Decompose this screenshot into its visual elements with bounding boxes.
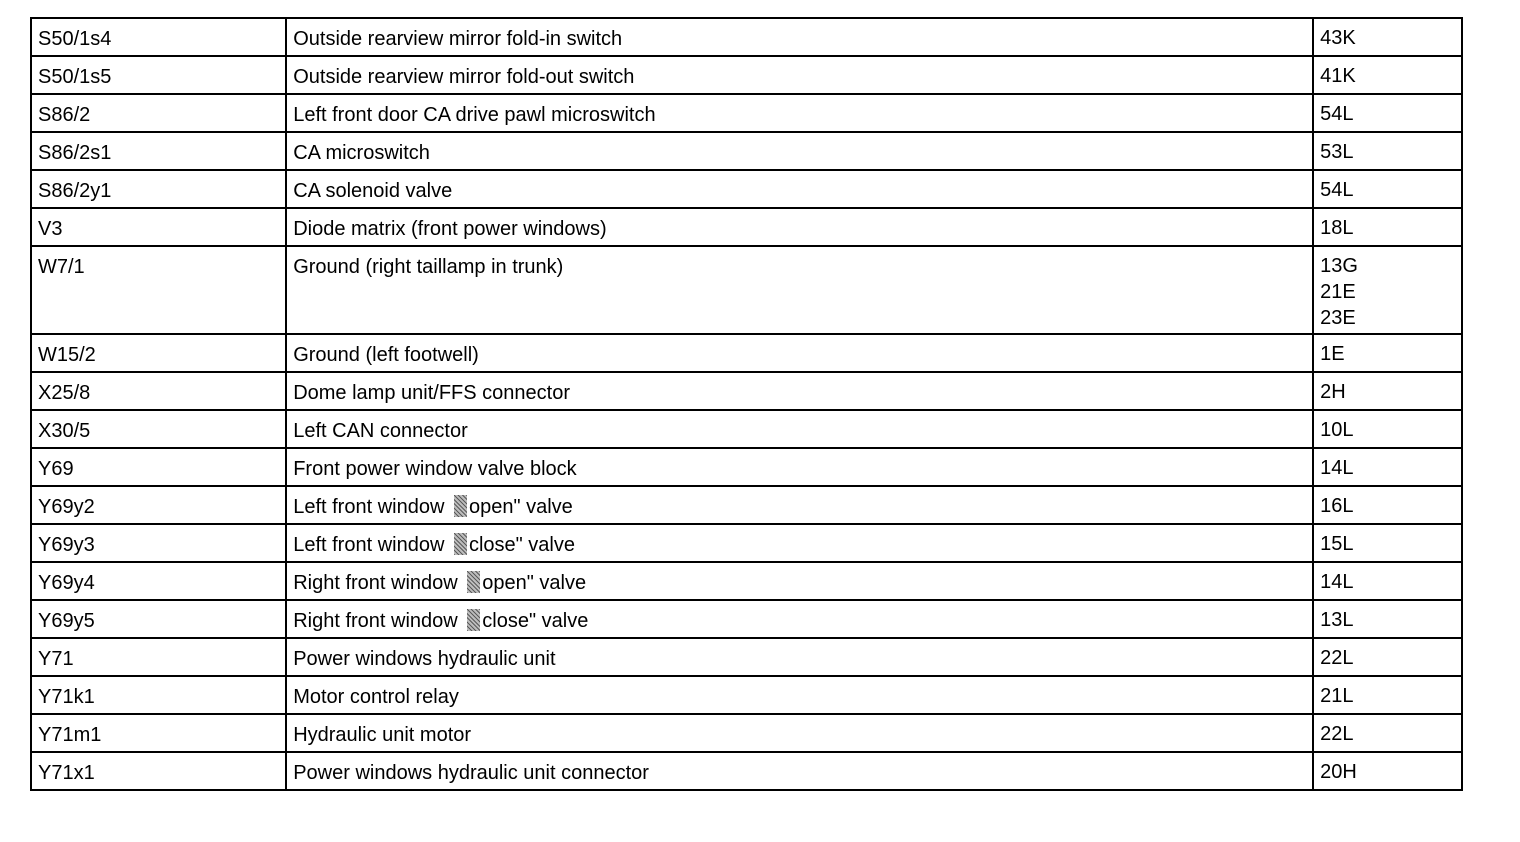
- description-text: Left front door CA drive pawl microswitch: [293, 104, 656, 126]
- component-code: Y71: [38, 648, 74, 670]
- description-text: Motor control relay: [293, 686, 459, 708]
- component-description: [293, 57, 1312, 89]
- component-description: [293, 449, 1312, 481]
- description-text: Outside rearview mirror fold-out switch: [293, 66, 635, 88]
- component-location-table: [30, 17, 1463, 791]
- grid-location-cell: [1313, 714, 1462, 752]
- component-code: S86/2s1: [38, 142, 112, 164]
- grid-location: 13L: [1320, 609, 1354, 631]
- table-row: [31, 132, 1462, 170]
- component-code-cell: [31, 600, 286, 638]
- grid-location-cell: [1313, 18, 1462, 56]
- table-body: [31, 18, 1462, 790]
- grid-location: 53L: [1320, 141, 1354, 163]
- component-code-cell: [31, 208, 286, 246]
- grid-location-cell: [1313, 208, 1462, 246]
- table-row: [31, 410, 1462, 448]
- component-code-cell: [31, 18, 286, 56]
- grid-location: 21E: [1320, 281, 1356, 303]
- component-code-cell: [31, 246, 286, 334]
- description-text: Diode matrix (front power windows): [293, 218, 607, 240]
- component-code: Y69y4: [38, 572, 95, 594]
- component-description-cell: [286, 132, 1313, 170]
- component-description: [293, 563, 1312, 595]
- table-row: [31, 246, 1462, 334]
- component-code-cell: [31, 94, 286, 132]
- grid-location: 14L: [1320, 571, 1354, 593]
- description-text: Hydraulic unit motor: [293, 724, 472, 746]
- component-description-cell: [286, 208, 1313, 246]
- table-row: [31, 714, 1462, 752]
- component-code: V3: [38, 218, 63, 240]
- description-text: Front power window valve block: [293, 458, 577, 480]
- grid-location: 2H: [1320, 381, 1346, 403]
- grid-location-cell: [1313, 170, 1462, 208]
- component-code-cell: [31, 56, 286, 94]
- component-code-cell: [31, 410, 286, 448]
- grid-location: 13G: [1320, 255, 1358, 277]
- description-text: Power windows hydraulic unit: [293, 648, 556, 670]
- description-text: CA microswitch: [293, 142, 430, 164]
- component-code: Y71x1: [38, 762, 95, 784]
- grid-location: 54L: [1320, 103, 1354, 125]
- grid-location-cell: [1313, 132, 1462, 170]
- table-row: [31, 524, 1462, 562]
- component-code-cell: [31, 334, 286, 372]
- component-description: [293, 639, 1312, 671]
- description-text-tail: open" valve: [482, 572, 587, 594]
- description-text: Right front window: [293, 610, 464, 632]
- component-description-cell: [286, 334, 1313, 372]
- component-code-cell: [31, 676, 286, 714]
- description-text: Dome lamp unit/FFS connector: [293, 382, 570, 404]
- component-description: [293, 335, 1312, 367]
- component-description-cell: [286, 638, 1313, 676]
- component-description-cell: [286, 524, 1313, 562]
- description-text: Ground (right taillamp in trunk): [293, 256, 564, 278]
- grid-location: 21L: [1320, 685, 1354, 707]
- grid-location: 54L: [1320, 179, 1354, 201]
- component-code-cell: [31, 372, 286, 410]
- component-code-cell: [31, 752, 286, 790]
- component-code-cell: [31, 448, 286, 486]
- description-text: Left front window: [293, 534, 450, 556]
- component-code: W15/2: [38, 344, 96, 366]
- grid-location: 15L: [1320, 533, 1354, 555]
- grid-location: 18L: [1320, 217, 1354, 239]
- grid-location: 20H: [1320, 761, 1357, 783]
- component-description: [293, 95, 1312, 127]
- table-row: [31, 448, 1462, 486]
- component-description: [293, 487, 1312, 519]
- description-text: Left CAN connector: [293, 420, 468, 442]
- garbled-quote-mark-icon: [454, 533, 467, 555]
- garbled-quote-mark-icon: [454, 495, 467, 517]
- table-row: [31, 676, 1462, 714]
- component-code: W7/1: [38, 256, 85, 278]
- component-code-cell: [31, 714, 286, 752]
- grid-location: 10L: [1320, 419, 1354, 441]
- description-text: Right front window: [293, 572, 464, 594]
- grid-location-cell: [1313, 752, 1462, 790]
- grid-location-cell: [1313, 600, 1462, 638]
- description-text-tail: open" valve: [468, 496, 573, 518]
- grid-location-cell: [1313, 524, 1462, 562]
- component-description: [293, 411, 1312, 443]
- component-description-cell: [286, 18, 1313, 56]
- component-description: [293, 753, 1312, 785]
- component-description-cell: [286, 486, 1313, 524]
- description-text: Power windows hydraulic unit connector: [293, 762, 649, 784]
- component-description-cell: [286, 676, 1313, 714]
- grid-location: 14L: [1320, 457, 1354, 479]
- component-description-cell: [286, 448, 1313, 486]
- grid-location-cell: [1313, 246, 1462, 334]
- grid-location: 16L: [1320, 495, 1354, 517]
- table-row: [31, 638, 1462, 676]
- grid-location: 22L: [1320, 647, 1354, 669]
- component-description-cell: [286, 600, 1313, 638]
- description-text: Outside rearview mirror fold-in switch: [293, 28, 623, 50]
- grid-location: 1E: [1320, 343, 1345, 365]
- grid-location: 23E: [1320, 307, 1356, 329]
- component-description-cell: [286, 562, 1313, 600]
- component-description-cell: [286, 246, 1313, 334]
- component-description-cell: [286, 170, 1313, 208]
- table-row: [31, 334, 1462, 372]
- component-code: Y69y5: [38, 610, 95, 632]
- component-code: Y69: [38, 458, 74, 480]
- component-code: Y71k1: [38, 686, 95, 708]
- table-row: [31, 208, 1462, 246]
- table-row: [31, 18, 1462, 56]
- component-code-cell: [31, 170, 286, 208]
- component-code: S86/2y1: [38, 180, 112, 202]
- table-row: [31, 56, 1462, 94]
- component-description-cell: [286, 94, 1313, 132]
- grid-location-cell: [1313, 486, 1462, 524]
- component-code-cell: [31, 524, 286, 562]
- grid-location: 22L: [1320, 723, 1354, 745]
- table-row: [31, 752, 1462, 790]
- table-row: [31, 562, 1462, 600]
- component-description: [293, 601, 1312, 633]
- component-description: [293, 677, 1312, 709]
- component-code: X30/5: [38, 420, 91, 442]
- garbled-quote-mark-icon: [467, 571, 480, 593]
- grid-location-cell: [1313, 56, 1462, 94]
- table-row: [31, 600, 1462, 638]
- component-description: [293, 373, 1312, 405]
- component-code: S50/1s5: [38, 66, 112, 88]
- component-description-cell: [286, 752, 1313, 790]
- table-row: [31, 372, 1462, 410]
- table-row: [31, 94, 1462, 132]
- grid-location-cell: [1313, 372, 1462, 410]
- component-description-cell: [286, 56, 1313, 94]
- grid-location-cell: [1313, 448, 1462, 486]
- grid-location-cell: [1313, 676, 1462, 714]
- component-code: Y69y3: [38, 534, 95, 556]
- description-text-tail: close" valve: [468, 534, 575, 556]
- table-row: [31, 486, 1462, 524]
- component-code: S86/2: [38, 104, 91, 126]
- grid-location: 43K: [1320, 27, 1356, 49]
- grid-location-cell: [1313, 638, 1462, 676]
- component-code-cell: [31, 132, 286, 170]
- component-description-cell: [286, 372, 1313, 410]
- component-code-cell: [31, 638, 286, 676]
- grid-location: 41K: [1320, 65, 1356, 87]
- component-code-cell: [31, 486, 286, 524]
- component-description: [293, 209, 1312, 241]
- grid-location-cell: [1313, 410, 1462, 448]
- table-row: [31, 170, 1462, 208]
- component-description: [293, 247, 1312, 279]
- component-description: [293, 525, 1312, 557]
- component-description: [293, 171, 1312, 203]
- grid-location-cell: [1313, 562, 1462, 600]
- component-code-cell: [31, 562, 286, 600]
- description-text-tail: close" valve: [482, 610, 589, 632]
- component-code: S50/1s4: [38, 28, 112, 50]
- garbled-quote-mark-icon: [467, 609, 480, 631]
- component-description: [293, 133, 1312, 165]
- component-code: X25/8: [38, 382, 91, 404]
- component-code: Y71m1: [38, 724, 102, 746]
- component-description-cell: [286, 714, 1313, 752]
- component-description: [293, 19, 1312, 51]
- description-text: Left front window: [293, 496, 450, 518]
- grid-location-cell: [1313, 334, 1462, 372]
- grid-location-cell: [1313, 94, 1462, 132]
- component-description: [293, 715, 1312, 747]
- description-text: CA solenoid valve: [293, 180, 453, 202]
- component-code: Y69y2: [38, 496, 95, 518]
- component-description-cell: [286, 410, 1313, 448]
- description-text: Ground (left footwell): [293, 344, 479, 366]
